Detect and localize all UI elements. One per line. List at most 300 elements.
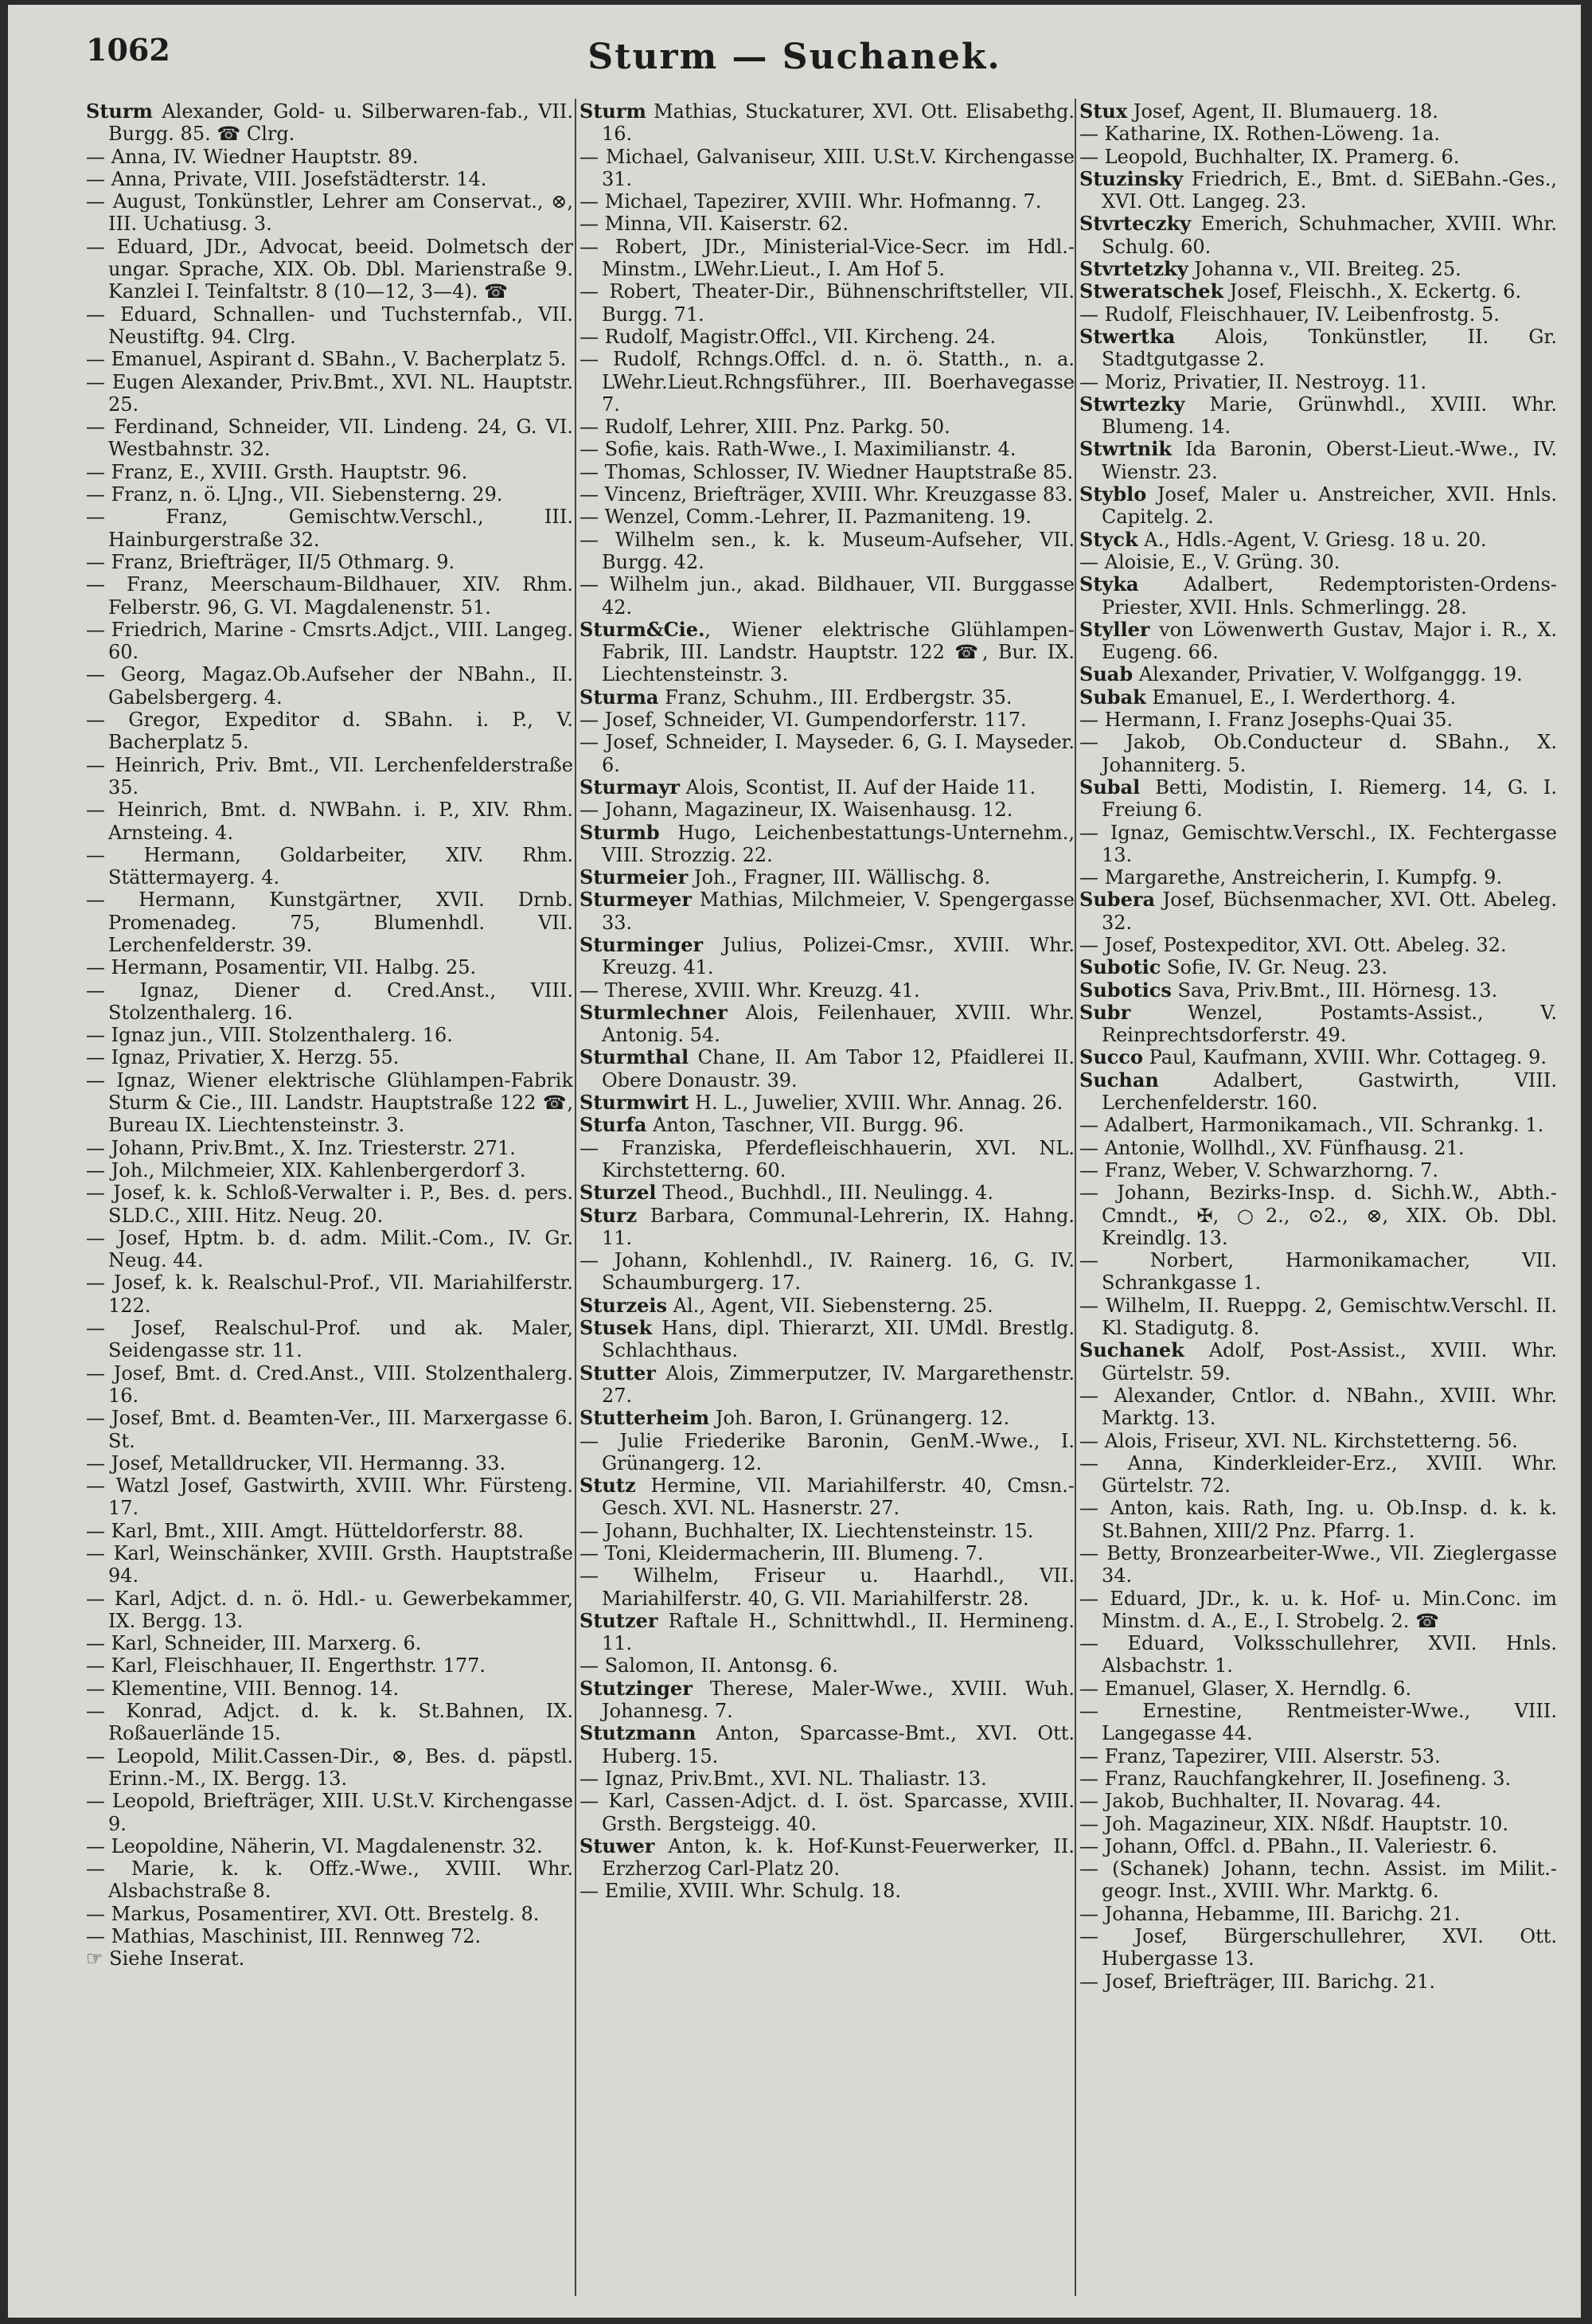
directory-entry: [86, 709, 573, 754]
entry-text: — Anton, kais. Rath, Ing. u. Ob.Insp. d. k. k. St.Bahnen, XIII/2 Pnz. Pfarrg. 1.: [1079, 1497, 1557, 1542]
entry-text: — Ignaz, Diener d. Cred.Anst., VIII. Stolzenthalerg. 16.: [86, 978, 573, 1024]
directory-entry: [1079, 1700, 1557, 1745]
entry-surname: Sturm&Cie.: [579, 617, 705, 641]
directory-entry: [1079, 822, 1557, 867]
entry-text: — Josef, Briefträger, III. Barichg. 21.: [1079, 1970, 1435, 1993]
directory-entry: [1079, 663, 1557, 685]
directory-entry: [86, 956, 573, 978]
directory-entry: [579, 1678, 1075, 1723]
entry-surname: Sturmthal: [579, 1045, 689, 1069]
entry-text: Paul, Kaufmann, XVIII. Whr. Cottageg. 9.: [1143, 1046, 1547, 1069]
directory-entry: [86, 1588, 573, 1633]
directory-entry: [86, 1700, 573, 1745]
entry-text: — Joh., Milchmeier, XIX. Kahlenbergerdorf 3.: [86, 1158, 526, 1182]
directory-entry: [86, 146, 573, 168]
directory-entry: [1079, 619, 1557, 664]
directory-entry: [1079, 1114, 1557, 1136]
directory-entry: [579, 1430, 1075, 1475]
entry-text: — Josef, Metalldrucker, VII. Hermanng. 33.: [86, 1451, 506, 1474]
entry-text: — Franz, Meerschaum-Bildhauer, XIV. Rhm. Felberstr. 96, G. VI. Magdalenenstr. 51.: [86, 573, 573, 619]
entry-surname: Subal: [1079, 775, 1141, 799]
directory-entry: [86, 799, 573, 844]
entry-text: — Wenzel, Comm.-Lehrer, II. Pazmaniteng. 19.: [579, 506, 1032, 529]
directory-entry: [86, 190, 573, 236]
entry-surname: Stutz: [579, 1474, 636, 1498]
entry-text: — Minna, VII. Kaiserstr. 62.: [579, 213, 849, 236]
entry-text: Anton, Taschner, VII. Burgg. 96.: [646, 1114, 965, 1137]
entry-surname: Stutterheim: [579, 1406, 710, 1430]
entry-surname: Succo: [1079, 1045, 1144, 1069]
directory-entry: [1079, 1159, 1557, 1182]
entry-surname: Stweratschek: [1079, 279, 1224, 303]
directory-entry: [86, 1271, 573, 1317]
entry-surname: Sturminger: [579, 932, 704, 956]
entry-text: — Ferdinand, Schneider, VII. Lindeng. 24, G. VI. Westbahnstr. 32.: [86, 416, 573, 461]
entry-text: — Karl, Weinschänker, XVIII. Grsth. Hauptstraße 94.: [86, 1542, 573, 1588]
directory-entry: [1079, 371, 1557, 393]
directory-entry: [579, 1880, 1075, 1902]
directory-entry: [86, 1159, 573, 1182]
entry-text: — Franziska, Pferdefleischhauerin, XVI. NL. Kirchstetterng. 60.: [579, 1136, 1075, 1182]
directory-entry: [579, 1249, 1075, 1295]
column-2: [579, 100, 1075, 2306]
entry-text: — Eduard, JDr., k. u. k. Hof- u. Min.Conc. im Minstm. d. A., E., I. Strobelg. 2. ☎: [1079, 1587, 1557, 1632]
entry-text: — Alois, Friseur, XVI. NL. Kirchstetterng. 56.: [1079, 1429, 1518, 1452]
directory-entry: [579, 483, 1075, 506]
directory-entry: [86, 1903, 573, 1925]
entry-text: — Emanuel, Glaser, X. Herndlg. 6.: [1079, 1677, 1411, 1700]
entry-text: — Franz, n. ö. LJng., VII. Siebensterng. 29.: [86, 483, 503, 506]
entry-text: — Josef, Schneider, VI. Gumpendorferstr. 117.: [579, 709, 1027, 732]
directory-entry: [86, 663, 573, 709]
entry-text: — Toni, Kleidermacherin, III. Blumeng. 7.: [579, 1542, 984, 1564]
entry-text: — Georg, Magaz.Ob.Aufseher der NBahn., II. Gabelsbergerg. 4.: [86, 663, 573, 709]
entry-text: Anton, k. k. Hof-Kunst-Feuerwerker, II. Erzherzog Carl-Platz 20.: [602, 1834, 1075, 1881]
entry-text: — Norbert, Harmonikamacher, VII. Schrankgasse 1.: [1079, 1249, 1557, 1295]
entry-text: — Karl, Schneider, III. Marxerg. 6.: [86, 1632, 422, 1655]
entry-text: — Hermann, Posamentir, VII. Halbg. 25.: [86, 956, 477, 979]
entry-text: — Franz, Tapezirer, VIII. Alserstr. 53.: [1079, 1744, 1441, 1767]
directory-entry: [86, 1947, 573, 1970]
directory-entry: [1079, 100, 1557, 123]
entry-text: — Franz, Briefträger, II/5 Othmarg. 9.: [86, 550, 455, 573]
entry-surname: Subr: [1079, 1000, 1131, 1024]
directory-entry: [579, 1564, 1075, 1610]
directory-entry: [1079, 1137, 1557, 1159]
entry-text: — Alexander, Cntlor. d. NBahn., XVIII. Whr. Marktg. 13.: [1079, 1384, 1557, 1430]
entry-text: Barbara, Communal-Lehrerin, IX. Hahng. 11.: [602, 1204, 1075, 1249]
directory-entry: [1079, 1452, 1557, 1498]
directory-entry: [1079, 1857, 1557, 1903]
directory-entry: [579, 1835, 1075, 1881]
directory-entry: [579, 1407, 1075, 1429]
entry-text: — Ignaz, Priv.Bmt., XVI. NL. Thaliastr. 13.: [579, 1767, 987, 1790]
entry-text: Ida Baronin, Oberst-Lieut.-Wwe., IV. Wienstr. 23.: [1102, 438, 1557, 483]
entry-text: — Anna, Kinderkleider-Erz., XVIII. Whr. Gürtelstr. 72.: [1079, 1451, 1557, 1498]
entry-text: — Ignaz jun., VIII. Stolzenthalerg. 16.: [86, 1024, 453, 1047]
directory-entry: [579, 1542, 1075, 1564]
entry-text: von Löwenwerth Gustav, Major i. R., X. Eugeng. 66.: [1102, 618, 1557, 664]
directory-entry: [1079, 1002, 1557, 1047]
entry-text: Franz, Schuhm., III. Erdbergstr. 35.: [658, 685, 1013, 709]
entry-text: — Moriz, Privatier, II. Nestroyg. 11.: [1079, 370, 1427, 393]
directory-entry: [86, 483, 573, 506]
directory-entry: [579, 686, 1075, 709]
entry-surname: Stutzmann: [579, 1721, 696, 1745]
directory-entry: [86, 303, 573, 349]
directory-entry: [1079, 866, 1557, 889]
entry-text: Alois, Zimmerputzer, IV. Margarethenstr. 27.: [602, 1361, 1075, 1407]
entry-text: — Eduard, JDr., Advocat, beeid. Dolmetsch der ungar. Sprache, XIX. Ob. Dbl. Marienstraße 9. Kanzlei I. Teinfaltstr. 8 (10—12, 3—4). ☎: [86, 235, 573, 303]
entry-text: Joh. Baron, I. Grünangerg. 12.: [709, 1407, 1010, 1430]
entry-text: Johanna v., VII. Breiteg. 25.: [1188, 258, 1461, 281]
entry-text: — Thomas, Schlosser, IV. Wiedner Hauptstraße 85.: [579, 460, 1074, 483]
entry-text: — Johann, Priv.Bmt., X. Inz. Triesterstr. 271.: [86, 1136, 516, 1159]
entry-surname: Stvrteczky: [1079, 212, 1192, 236]
directory-entry: [86, 1024, 573, 1046]
directory-entry: [86, 754, 573, 799]
directory-entry: [86, 1654, 573, 1677]
entry-text: Betti, Modistin, I. Riemerg. 14, G. I. Freiung 6.: [1102, 775, 1557, 822]
entry-text: Alois, Feilenhauer, XVIII. Whr. Antonig. 54.: [602, 1001, 1075, 1047]
directory-entry: [1079, 168, 1557, 213]
directory-entry: [1079, 889, 1557, 934]
directory-entry: [86, 461, 573, 483]
entry-text: — Eugen Alexander, Priv.Bmt., XVI. NL. Hauptstr. 25.: [86, 370, 573, 416]
directory-entry: [1079, 1745, 1557, 1767]
directory-entry: [579, 776, 1075, 799]
directory-entry: [1079, 1295, 1557, 1340]
column-divider: [575, 99, 576, 2296]
directory-entry: [1079, 1925, 1557, 1971]
entry-surname: Stusek: [579, 1316, 653, 1340]
page-number: 1062: [86, 32, 170, 68]
entry-surname: Sturfa: [579, 1113, 647, 1137]
entry-text: Emanuel, E., I. Werderthorg. 4.: [1145, 685, 1457, 709]
directory-entry: [86, 1182, 573, 1227]
entry-text: Alois, Tonkünstler, II. Gr. Stadtgutgasse 2.: [1102, 325, 1557, 371]
entry-surname: Styller: [1079, 617, 1150, 641]
entry-surname: Sturmlechner: [579, 1000, 728, 1024]
directory-entry: [1079, 956, 1557, 978]
directory-entry: [579, 1474, 1075, 1520]
entry-text: — Johann, Magazineur, IX. Waisenhausg. 12.: [579, 799, 1013, 822]
entry-surname: Subera: [1079, 888, 1156, 912]
directory-entry: [579, 731, 1075, 776]
entry-text: — Ignaz, Privatier, X. Herzg. 55.: [86, 1046, 400, 1069]
directory-entry: [86, 371, 573, 416]
directory-entry: [1079, 303, 1557, 326]
directory-entry: [579, 1317, 1075, 1362]
column-1: [86, 100, 573, 2306]
directory-entry: [1079, 1903, 1557, 1925]
entry-text: — Marie, k. k. Offz.-Wwe., XVIII. Whr. Alsbachstraße 8.: [86, 1857, 573, 1903]
entry-text: — Markus, Posamentirer, XVI. Ott. Brestelg. 8.: [86, 1902, 540, 1925]
entry-text: — Leopold, Briefträger, XIII. U.St.V. Kirchengasse 9.: [86, 1790, 573, 1835]
entry-text: — Emilie, XVIII. Whr. Schulg. 18.: [579, 1880, 901, 1903]
directory-entry: [579, 1002, 1075, 1047]
entry-text: Joh., Fragner, III. Wällischg. 8.: [688, 866, 991, 889]
directory-entry: [1079, 1790, 1557, 1812]
directory-entry: [579, 461, 1075, 483]
entry-text: — August, Tonkünstler, Lehrer am Conservat., ⊗, III. Uchatiusg. 3.: [86, 190, 573, 236]
directory-entry: [579, 1767, 1075, 1790]
entry-text: Josef, Agent, II. Blumauerg. 18.: [1127, 100, 1438, 123]
directory-entry: [86, 1790, 573, 1835]
directory-entry: [579, 236, 1075, 281]
entry-text: — Josef, Realschul-Prof. und ak. Maler, Seidengasse str. 11.: [86, 1317, 573, 1362]
entry-surname: Sturzel: [579, 1181, 657, 1205]
entry-text: — Michael, Galvaniseur, XIII. U.St.V. Kirchengasse 31.: [579, 145, 1075, 190]
directory-entry: [579, 1520, 1075, 1542]
directory-entry: [86, 979, 573, 1025]
directory-entry: [86, 236, 573, 303]
entry-text: — Friedrich, Marine - Cmsrts.Adjct., VIII. Langeg. 60.: [86, 618, 573, 664]
directory-entry: [579, 348, 1075, 416]
directory-entry: [1079, 686, 1557, 709]
directory-entry: [86, 1046, 573, 1068]
directory-entry: [86, 551, 573, 573]
directory-entry: [86, 1857, 573, 1903]
entry-surname: Styblo: [1079, 482, 1147, 506]
entry-text: Alexander, Gold- u. Silberwaren-fab., VII. Burgg. 85. ☎ Clrg.: [108, 100, 573, 146]
entry-text: Therese, Maler-Wwe., XVIII. Wuh. Johannesg. 7.: [602, 1677, 1075, 1723]
entry-text: Adolf, Post-Assist., XVIII. Whr. Gürtelstr. 59.: [1102, 1339, 1557, 1385]
entry-text: — Josef, k. k. Schloß-Verwalter i. P., Bes. d. pers. SLD.C., XIII. Hitz. Neug. 20.: [86, 1182, 573, 1227]
entry-surname: Suchan: [1079, 1068, 1159, 1092]
entry-text: — Robert, Theater-Dir., Bühnenschriftsteller, VII. Burgg. 71.: [579, 280, 1075, 326]
entry-text: Julius, Polizei-Cmsr., XVIII. Whr. Kreuzg. 41.: [602, 933, 1075, 979]
entry-text: A., Hdls.-Agent, V. Griesg. 18 u. 20.: [1137, 528, 1487, 551]
entry-text: Hans, dipl. Thierarzt, XII. UMdl. Brestlg. Schlachthaus.: [602, 1317, 1075, 1362]
directory-entry: [86, 1632, 573, 1654]
directory-entry: [579, 1610, 1075, 1655]
directory-entry: [86, 348, 573, 370]
directory-entry: [86, 100, 573, 146]
entry-text: — Klementine, VIII. Bennog. 14.: [86, 1677, 400, 1700]
entry-text: Raftale H., Schnittwhdl., II. Hermineng. 11.: [602, 1609, 1075, 1655]
directory-entry: [1079, 280, 1557, 303]
entry-text: Sofie, IV. Gr. Neug. 23.: [1161, 956, 1387, 979]
entry-text: — Josef, Bmt. d. Beamten-Ver., III. Marxergasse 6. St.: [86, 1407, 573, 1452]
directory-entry: [1079, 1767, 1557, 1790]
entry-text: — Eduard, Volksschullehrer, XVII. Hnls. Alsbachstr. 1.: [1079, 1632, 1557, 1678]
entry-surname: Sturmb: [579, 820, 660, 844]
entry-text: — Franz, Rauchfangkehrer, II. Josefineng. 3.: [1079, 1767, 1512, 1790]
directory-entry: [1079, 529, 1557, 551]
directory-entry: [1079, 776, 1557, 822]
entry-text: — Aloisie, E., V. Grüng. 30.: [1079, 550, 1340, 573]
entry-text: — Eduard, Schnallen- und Tuchsternfab., VII. Neustiftg. 94. Clrg.: [86, 303, 573, 348]
directory-entry: [579, 934, 1075, 979]
directory-entry: [579, 438, 1075, 460]
directory-entry: [86, 1520, 573, 1542]
entry-text: — Johanna, Hebamme, III. Barichg. 21.: [1079, 1902, 1461, 1925]
entry-text: Alois, Scontist, II. Auf der Haide 11.: [680, 775, 1036, 799]
directory-entry: [579, 146, 1075, 191]
directory-entry: [579, 979, 1075, 1002]
entry-text: — Anna, Private, VIII. Josefstädterstr. 14.: [86, 167, 487, 190]
entry-text: Emerich, Schuhmacher, XVIII. Whr. Schulg. 60.: [1102, 213, 1557, 258]
entry-surname: Sturz: [579, 1203, 638, 1227]
entry-text: Hugo, Leichenbestattungs-Unternehm., VIII. Strozzig. 22.: [602, 821, 1075, 866]
directory-entry: [1079, 1249, 1557, 1295]
entry-text: — Julie Friederike Baronin, GenM.-Wwe., I. Grünangerg. 12.: [579, 1429, 1075, 1474]
entry-text: — Karl, Cassen-Adjct. d. I. öst. Sparcasse, XVIII. Grsth. Bergsteigg. 40.: [579, 1790, 1075, 1835]
directory-entry: [1079, 213, 1557, 258]
directory-entry: [1079, 731, 1557, 776]
directory-entry: [579, 889, 1075, 934]
entry-text: — Karl, Adjct. d. n. ö. Hdl.- u. Gewerbekammer, IX. Bergg. 13.: [86, 1587, 573, 1632]
entry-text: — Johann, Buchhalter, IX. Liechtensteinstr. 15.: [579, 1519, 1034, 1542]
directory-entry: [579, 1182, 1075, 1204]
directory-entry: [1079, 1182, 1557, 1249]
entry-text: — Hermann, I. Franz Josephs-Quai 35.: [1079, 709, 1453, 732]
entry-text: — Heinrich, Bmt. d. NWBahn. i. P., XIV. Rhm. Arnsteing. 4.: [86, 799, 573, 844]
directory-entry: [579, 1114, 1075, 1136]
entry-text: — Rudolf, Lehrer, XIII. Pnz. Parkg. 50.: [579, 416, 950, 439]
entry-text: Alexander, Privatier, V. Wolfganggg. 19.: [1133, 663, 1523, 686]
directory-entry: [1079, 1813, 1557, 1835]
entry-surname: Stwertka: [1079, 324, 1176, 348]
directory-entry: [579, 326, 1075, 348]
entry-surname: Subotics: [1079, 978, 1172, 1002]
directory-entry: [1079, 483, 1557, 529]
entry-text: Friedrich, E., Bmt. d. SiEBahn.-Ges., XVI. Ott. Langeg. 23.: [1102, 167, 1557, 213]
directory-entry: [86, 1835, 573, 1857]
entry-text: — Margarethe, Anstreicherin, I. Kumpfg. 9.: [1079, 866, 1503, 889]
directory-entry: [579, 529, 1075, 574]
entry-surname: Stvrtetzky: [1079, 257, 1188, 281]
directory-entry: [86, 573, 573, 619]
entry-surname: Stutter: [579, 1361, 656, 1385]
directory-entry: [86, 1678, 573, 1700]
directory-entry: [1079, 1632, 1557, 1678]
entry-text: — Ignaz, Wiener elektrische Glühlampen-Fabrik Sturm & Cie., III. Landstr. Hauptstraße 122 ☎, Bureau IX. Liechtensteinstr. 3.: [86, 1068, 573, 1137]
entry-surname: Sturm: [86, 100, 153, 123]
directory-entry: [86, 1407, 573, 1452]
directory-entry: [579, 1362, 1075, 1408]
entry-surname: Subotic: [1079, 955, 1161, 979]
entry-text: — Joh. Magazineur, XIX. Nßdf. Hauptstr. 10.: [1079, 1812, 1509, 1835]
directory-entry: [1079, 573, 1557, 619]
entry-surname: Sturmwirt: [579, 1091, 689, 1115]
entry-text: — Konrad, Adjct. d. k. k. St.Bahnen, IX. Roßauerlände 15.: [86, 1700, 573, 1745]
directory-entry: [86, 889, 573, 956]
directory-entry: [1079, 1339, 1557, 1385]
entry-surname: Stux: [1079, 100, 1128, 123]
entry-text: — Anna, IV. Wiedner Hauptstr. 89.: [86, 145, 419, 168]
directory-entry: [579, 573, 1075, 619]
entry-text: Josef, Büchsenmacher, XVI. Ott. Abeleg. 32.: [1102, 889, 1557, 934]
entry-text: — Michael, Tapezirer, XVIII. Whr. Hofmanng. 7.: [579, 190, 1042, 213]
entry-text: Chane, II. Am Tabor 12, Pfaidlerei II. Obere Donaustr. 39.: [602, 1046, 1075, 1092]
directory-entry: [1079, 709, 1557, 731]
directory-entry: [579, 1137, 1075, 1182]
directory-entry: [86, 844, 573, 889]
directory-entry: [579, 709, 1075, 731]
entry-surname: Styck: [1079, 527, 1138, 551]
entry-surname: Stuwer: [579, 1834, 655, 1857]
directory-entry: [1079, 1678, 1557, 1700]
entry-text: — Mathias, Maschinist, III. Rennweg 72.: [86, 1925, 482, 1948]
directory-entry: [86, 1452, 573, 1474]
entry-surname: Suab: [1079, 662, 1134, 686]
entry-text: — Rudolf, Fleischhauer, IV. Leibenfrostg. 5.: [1079, 303, 1500, 326]
directory-entry: [579, 1205, 1075, 1250]
directory-entry: [579, 1092, 1075, 1114]
entry-surname: Sturma: [579, 685, 659, 709]
entry-text: — Karl, Bmt., XIII. Amgt. Hütteldorferstr. 88.: [86, 1519, 524, 1542]
entry-text: — Salomon, II. Antonsg. 6.: [579, 1654, 838, 1678]
directory-entry: [1079, 1385, 1557, 1430]
directory-entry: [86, 1745, 573, 1791]
entry-text: — Gregor, Expeditor d. SBahn. i. P., V. Bacherplatz 5.: [86, 709, 573, 754]
entry-text: Josef, Fleischh., X. Eckertg. 6.: [1223, 280, 1522, 303]
entry-text: — Adalbert, Harmonikamach., VII. Schrankg. 1.: [1079, 1114, 1544, 1137]
entry-surname: Stutzinger: [579, 1676, 693, 1700]
entry-text: — Wilhelm, II. Rueppg. 2, Gemischtw.Verschl. II. Kl. Stadigutg. 8.: [1079, 1294, 1557, 1340]
entry-text: — Hermann, Kunstgärtner, XVII. Drnb. Promenadeg. 75, Blumenhdl. VII. Lerchenfelderstr. 39.: [86, 889, 573, 956]
entry-text: — Antonie, Wollhdl., XV. Fünfhausg. 21.: [1079, 1136, 1465, 1159]
directory-entry: [86, 1137, 573, 1159]
entry-text: — Emanuel, Aspirant d. SBahn., V. Bacherplatz 5.: [86, 348, 567, 371]
directory-entry: [1079, 1430, 1557, 1452]
directory-entry: [579, 799, 1075, 821]
entry-text: — Johann, Offcl. d. PBahn., II. Valeriestr. 6.: [1079, 1834, 1498, 1857]
entry-text: Marie, Grünwhdl., XVIII. Whr. Blumeng. 14.: [1102, 393, 1557, 439]
directory-entry: [1079, 393, 1557, 439]
entry-text: Wenzel, Postamts-Assist., V. Reinprechtsdorferstr. 49.: [1102, 1001, 1557, 1047]
directory-entry: [579, 822, 1075, 867]
directory-entry: [579, 1046, 1075, 1092]
entry-text: — Betty, Bronzearbeiter-Wwe., VII. Zieglergasse 34.: [1079, 1542, 1557, 1588]
entry-text: — Jakob, Buchhalter, II. Novarag. 44.: [1079, 1790, 1442, 1813]
entry-surname: Stwrtnik: [1079, 437, 1173, 461]
directory-entry: [1079, 1069, 1557, 1115]
directory-entry: [579, 1654, 1075, 1677]
entry-text: , Wiener elektrische Glühlampen-Fabrik, III. Landstr. Hauptstr. 122 ☎, Bur. IX. Liechtensteinstr. 3.: [602, 618, 1075, 686]
entry-text: — Johann, Kohlenhdl., IV. Rainerg. 16, G. IV. Schaumburgerg. 17.: [579, 1249, 1075, 1295]
directory-entry: [579, 1790, 1075, 1835]
directory-entry: [86, 1925, 573, 1947]
entry-text: H. L., Juwelier, XVIII. Whr. Annag. 26.: [689, 1092, 1063, 1115]
directory-entry: [86, 1069, 573, 1137]
directory-entry: [1079, 979, 1557, 1002]
entry-text: Anton, Sparcasse-Bmt., XVI. Ott. Huberg. 15.: [602, 1722, 1075, 1767]
entry-surname: Suchanek: [1079, 1338, 1184, 1362]
entry-surname: Subak: [1079, 685, 1146, 709]
entry-text: — Josef, Postexpeditor, XVI. Ott. Abeleg. 32.: [1079, 933, 1507, 956]
entry-text: ☞ Siehe Inserat.: [86, 1947, 245, 1971]
entry-text: — Leopold, Buchhalter, IX. Pramerg. 6.: [1079, 145, 1460, 168]
column-3: [1079, 100, 1557, 2306]
directory-entry: [1079, 1835, 1557, 1857]
column-divider: [1075, 99, 1076, 2296]
entry-text: — Franz, Gemischtw.Verschl., III. Hainburgerstraße 32.: [86, 506, 573, 551]
directory-entry: [86, 1227, 573, 1272]
entry-text: — Josef, Hptm. b. d. adm. Milit.-Com., IV. Gr. Neug. 44.: [86, 1226, 573, 1272]
directory-page: [8, 5, 1581, 2318]
entry-text: — Karl, Fleischhauer, II. Engerthstr. 177.: [86, 1654, 486, 1678]
directory-entry: [1079, 123, 1557, 145]
entry-text: — Watzl Josef, Gastwirth, XVIII. Whr. Fürsteng. 17.: [86, 1474, 573, 1520]
directory-entry: [86, 1542, 573, 1588]
directory-entry: [579, 866, 1075, 889]
directory-entry: [1079, 1971, 1557, 1993]
entry-text: Adalbert, Gastwirth, VIII. Lerchenfelderstr. 160.: [1102, 1068, 1557, 1115]
entry-text: — Rudolf, Rchngs.Offcl. d. n. ö. Statth., n. a. LWehr.Lieut.Rchngsführer., III. Boerhavegasse 7.: [579, 348, 1075, 416]
